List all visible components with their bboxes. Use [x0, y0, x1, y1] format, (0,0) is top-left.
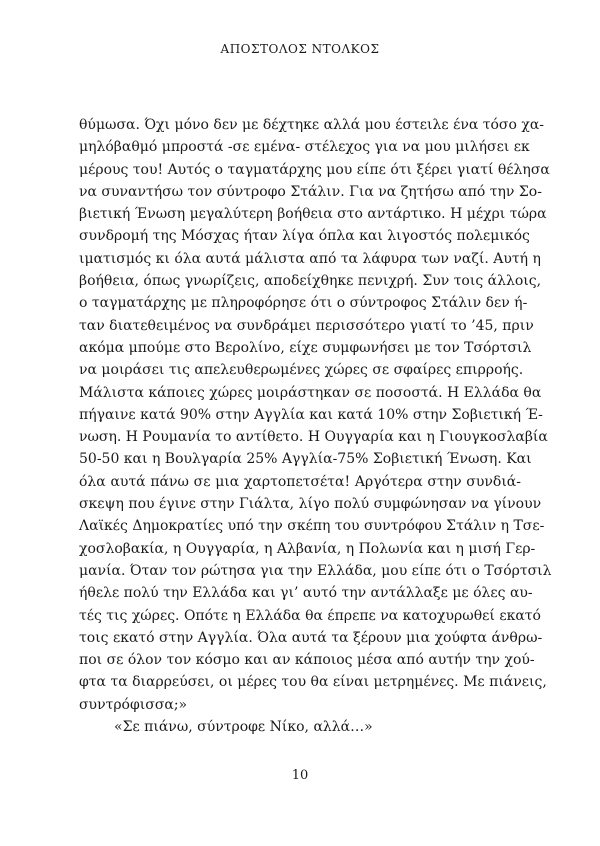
text-line: να μοιράσει τις απελευθερωμένες χώρες σε σφαίρες επιρροής.	[79, 362, 524, 379]
text-line: ακόμα μπούμε στο Βερολίνο, είχε συμφωνήσει με τον Τσόρτσιλ	[79, 339, 532, 356]
text-line: πήγαινε κατά 90% στην Αγγλία και κατά 10% στην Σοβιετική Έ-	[79, 406, 543, 423]
paragraph	[79, 114, 552, 716]
text-line: Μάλιστα κάποιες χώρες μοιράστηκαν σε ποσοστά. Η Ελλάδα θα	[79, 384, 542, 401]
text-line: μηλόβαθμό μπροστά -σε εμένα- στέλεχος για να μου μιλήσει εκ	[79, 139, 530, 156]
text-line: βοήθεια, όπως γνωρίζεις, αποδείχθηκε πενιχρή. Συν τοις άλλοις,	[79, 273, 542, 290]
text-line: να συναντήσω τον σύντροφο Στάλιν. Για να ζητήσω από την Σο-	[79, 183, 542, 200]
text-line: συντρόφισσα;»	[79, 696, 188, 713]
paragraph	[79, 716, 521, 738]
page-number: 10	[291, 768, 309, 783]
text-line: θύμωσα. Όχι μόνο δεν με δέχτηκε αλλά μου έστειλε ένα τόσο χα-	[79, 117, 545, 133]
text-line: βιετική Ένωση μεγαλύτερη βοήθεια στο αντάρτικο. Η μέχρι τώρα	[79, 206, 547, 223]
text-line: μανία. Όταν τον ρώτησα για την Ελλάδα, μου είπε ότι ο Τσόρτσιλ	[79, 562, 552, 579]
text-line: μέρους του! Αυτός ο ταγματάρχης μου είπε ότι ξέρει γιατί θέλησα	[79, 161, 550, 178]
text-line: Λαϊκές Δημοκρατίες υπό την σκέπη του συντρόφου Στάλιν η Τσε-	[79, 518, 545, 535]
text-line: χοσλοβακία, η Ουγγαρία, η Αλβανία, η Πολωνία και η μισή Γερ-	[79, 540, 536, 557]
body-text	[79, 114, 552, 738]
text-line: όλα αυτά πάνω σε μια χαρτοπετσέτα! Αργότερα στην συνδιά-	[79, 473, 521, 490]
text-line: ο ταγματάρχης με πληροφόρησε ότι ο σύντροφος Στάλιν δεν ή-	[79, 295, 528, 312]
text-line: ταν διατεθειμένος να συνδράμει περισσότερο γιατί το ’45, πριν	[79, 317, 534, 334]
text-line: 50-50 και η Βουλγαρία 25% Αγγλία-75% Σοβιετική Ένωση. Και	[79, 451, 532, 468]
text-line: ιματισμός κι όλα αυτά μάλιστα από τα λάφυρα των ναζί. Αυτή η	[79, 250, 541, 267]
text-line: φτα τα διαρρεύσει, οι μέρες του θα είναι μετρημένες. Με πιάνεις,	[79, 674, 547, 691]
running-header: ΑΠΟΣΤΟΛΟΣ ΝΤΟΛΚΟΣ	[220, 42, 380, 56]
text-line: νωση. Η Ρουμανία το αντίθετο. Η Ουγγαρία και η Γιουγκοσλαβία	[79, 429, 548, 446]
text-line: ήθελε πολύ την Ελλάδα και γι’ αυτό την αντάλλαξε με όλες αυ-	[79, 585, 533, 602]
text-line: τοις εκατό στην Αγγλία. Όλα αυτά τα ξέρουν μια χούφτα άνθρω-	[79, 629, 543, 646]
text-line: σκεψη που έγινε στην Γιάλτα, λίγο πολύ συμφώνησαν να γίνουν	[79, 496, 542, 513]
text-line: «Σε πιάνω, σύντροφε Νίκο, αλλά…»	[114, 719, 373, 736]
text-line: τές τις χώρες. Οπότε η Ελλάδα θα έπρεπε να κατοχυρωθεί εκατό	[79, 607, 541, 624]
text-line: ποι σε όλον τον κόσμο και αν κάποιος μέσα από αυτήν την χού-	[79, 652, 535, 669]
text-line: συνδρομή της Μόσχας ήταν λίγα όπλα και λιγοστός πολεμικός	[79, 228, 530, 245]
